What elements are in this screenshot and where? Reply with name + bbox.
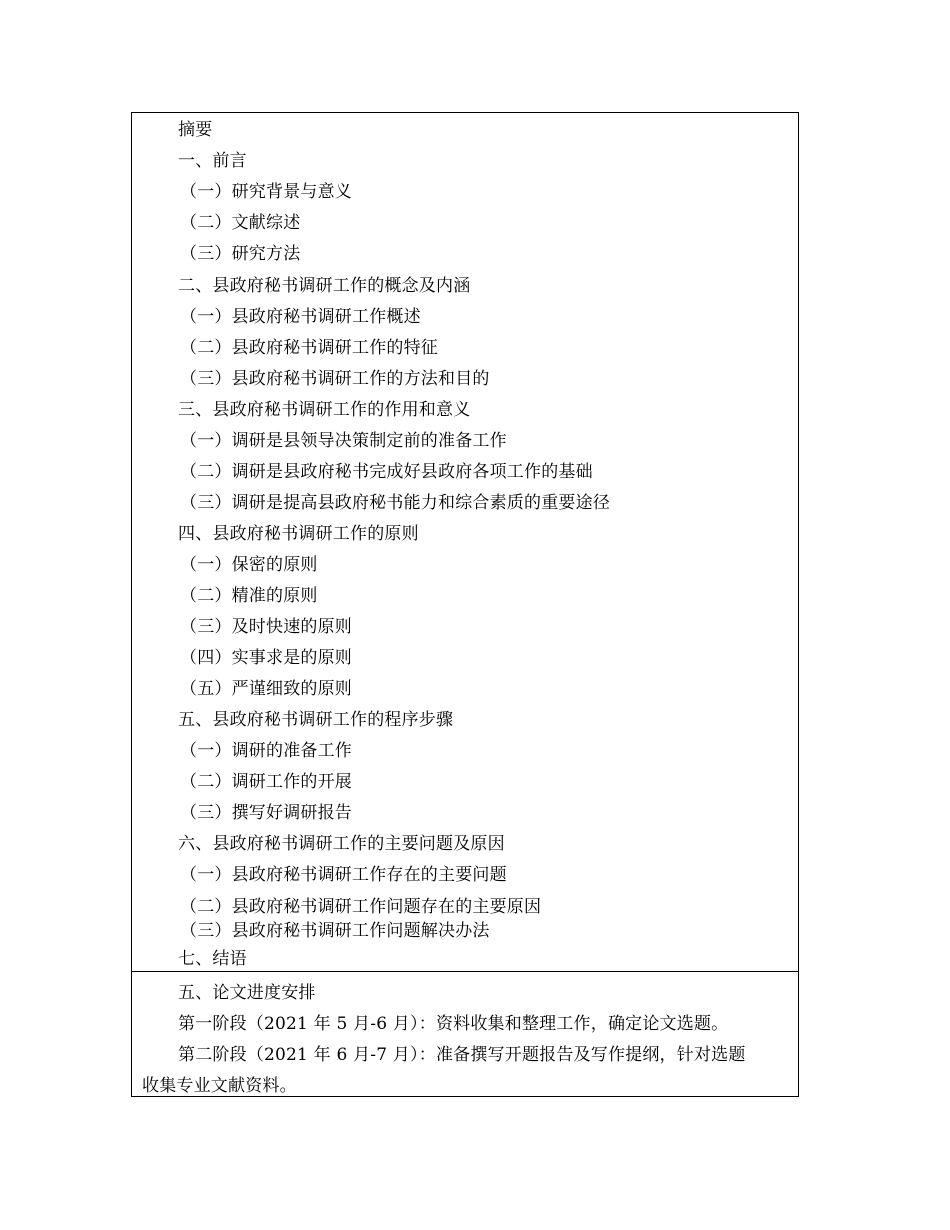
- outline-subitem: （三）县政府秘书调研工作问题解决办法: [180, 921, 490, 941]
- outline-subitem: （一）调研的准备工作: [180, 741, 352, 761]
- outline-subitem: （一）保密的原则: [180, 555, 318, 575]
- outline-subitem: （二）县政府秘书调研工作问题存在的主要原因: [180, 897, 542, 917]
- outline-chapter: 五、县政府秘书调研工作的程序步骤: [178, 710, 454, 730]
- outline-subitem: （一）研究背景与意义: [180, 182, 352, 202]
- outline-subitem: （一）调研是县领导决策制定前的准备工作: [180, 431, 507, 451]
- outline-chapter: 四、县政府秘书调研工作的原则: [178, 524, 419, 544]
- outline-chapter: 二、县政府秘书调研工作的概念及内涵: [178, 276, 471, 296]
- outline-chapter: 七、结语: [178, 949, 247, 969]
- outline-chapter: 一、前言: [178, 151, 247, 171]
- outline-subitem: （二）精准的原则: [180, 586, 318, 606]
- outline-subitem: （四）实事求是的原则: [180, 648, 352, 668]
- outline-subitem: （二）调研工作的开展: [180, 772, 352, 792]
- outline-abstract: 摘要: [178, 120, 213, 140]
- schedule-stage-2: 第二阶段（2021 年 6 月-7 月）：准备撰写开题报告及写作提纲，针对选题: [178, 1045, 746, 1065]
- outline-chapter: 六、县政府秘书调研工作的主要问题及原因: [178, 834, 505, 854]
- outline-chapter: 三、县政府秘书调研工作的作用和意义: [178, 400, 471, 420]
- outline-subitem: （一）县政府秘书调研工作概述: [180, 307, 421, 327]
- outline-subitem: （三）研究方法: [180, 244, 301, 264]
- outline-subitem: （二）调研是县政府秘书完成好县政府各项工作的基础: [180, 462, 593, 482]
- outline-subitem: （三）县政府秘书调研工作的方法和目的: [180, 369, 490, 389]
- outline-subitem: （三）调研是提高县政府秘书能力和综合素质的重要途径: [180, 493, 610, 513]
- outline-subitem: （二）县政府秘书调研工作的特征: [180, 338, 438, 358]
- outline-subitem: （三）及时快速的原则: [180, 617, 352, 637]
- schedule-heading: 五、论文进度安排: [178, 983, 316, 1003]
- outline-subitem: （三）撰写好调研报告: [180, 803, 352, 823]
- schedule-stage-2-continued: 收集专业文献资料。: [142, 1076, 297, 1096]
- outline-subitem: （五）严谨细致的原则: [180, 679, 352, 699]
- outline-subitem: （二）文献综述: [180, 213, 301, 233]
- table-row-divider: [131, 971, 799, 972]
- outline-subitem: （一）县政府秘书调研工作存在的主要问题: [180, 865, 507, 885]
- schedule-stage-1: 第一阶段（2021 年 5 月-6 月）：资料收集和整理工作，确定论文选题。: [178, 1014, 729, 1034]
